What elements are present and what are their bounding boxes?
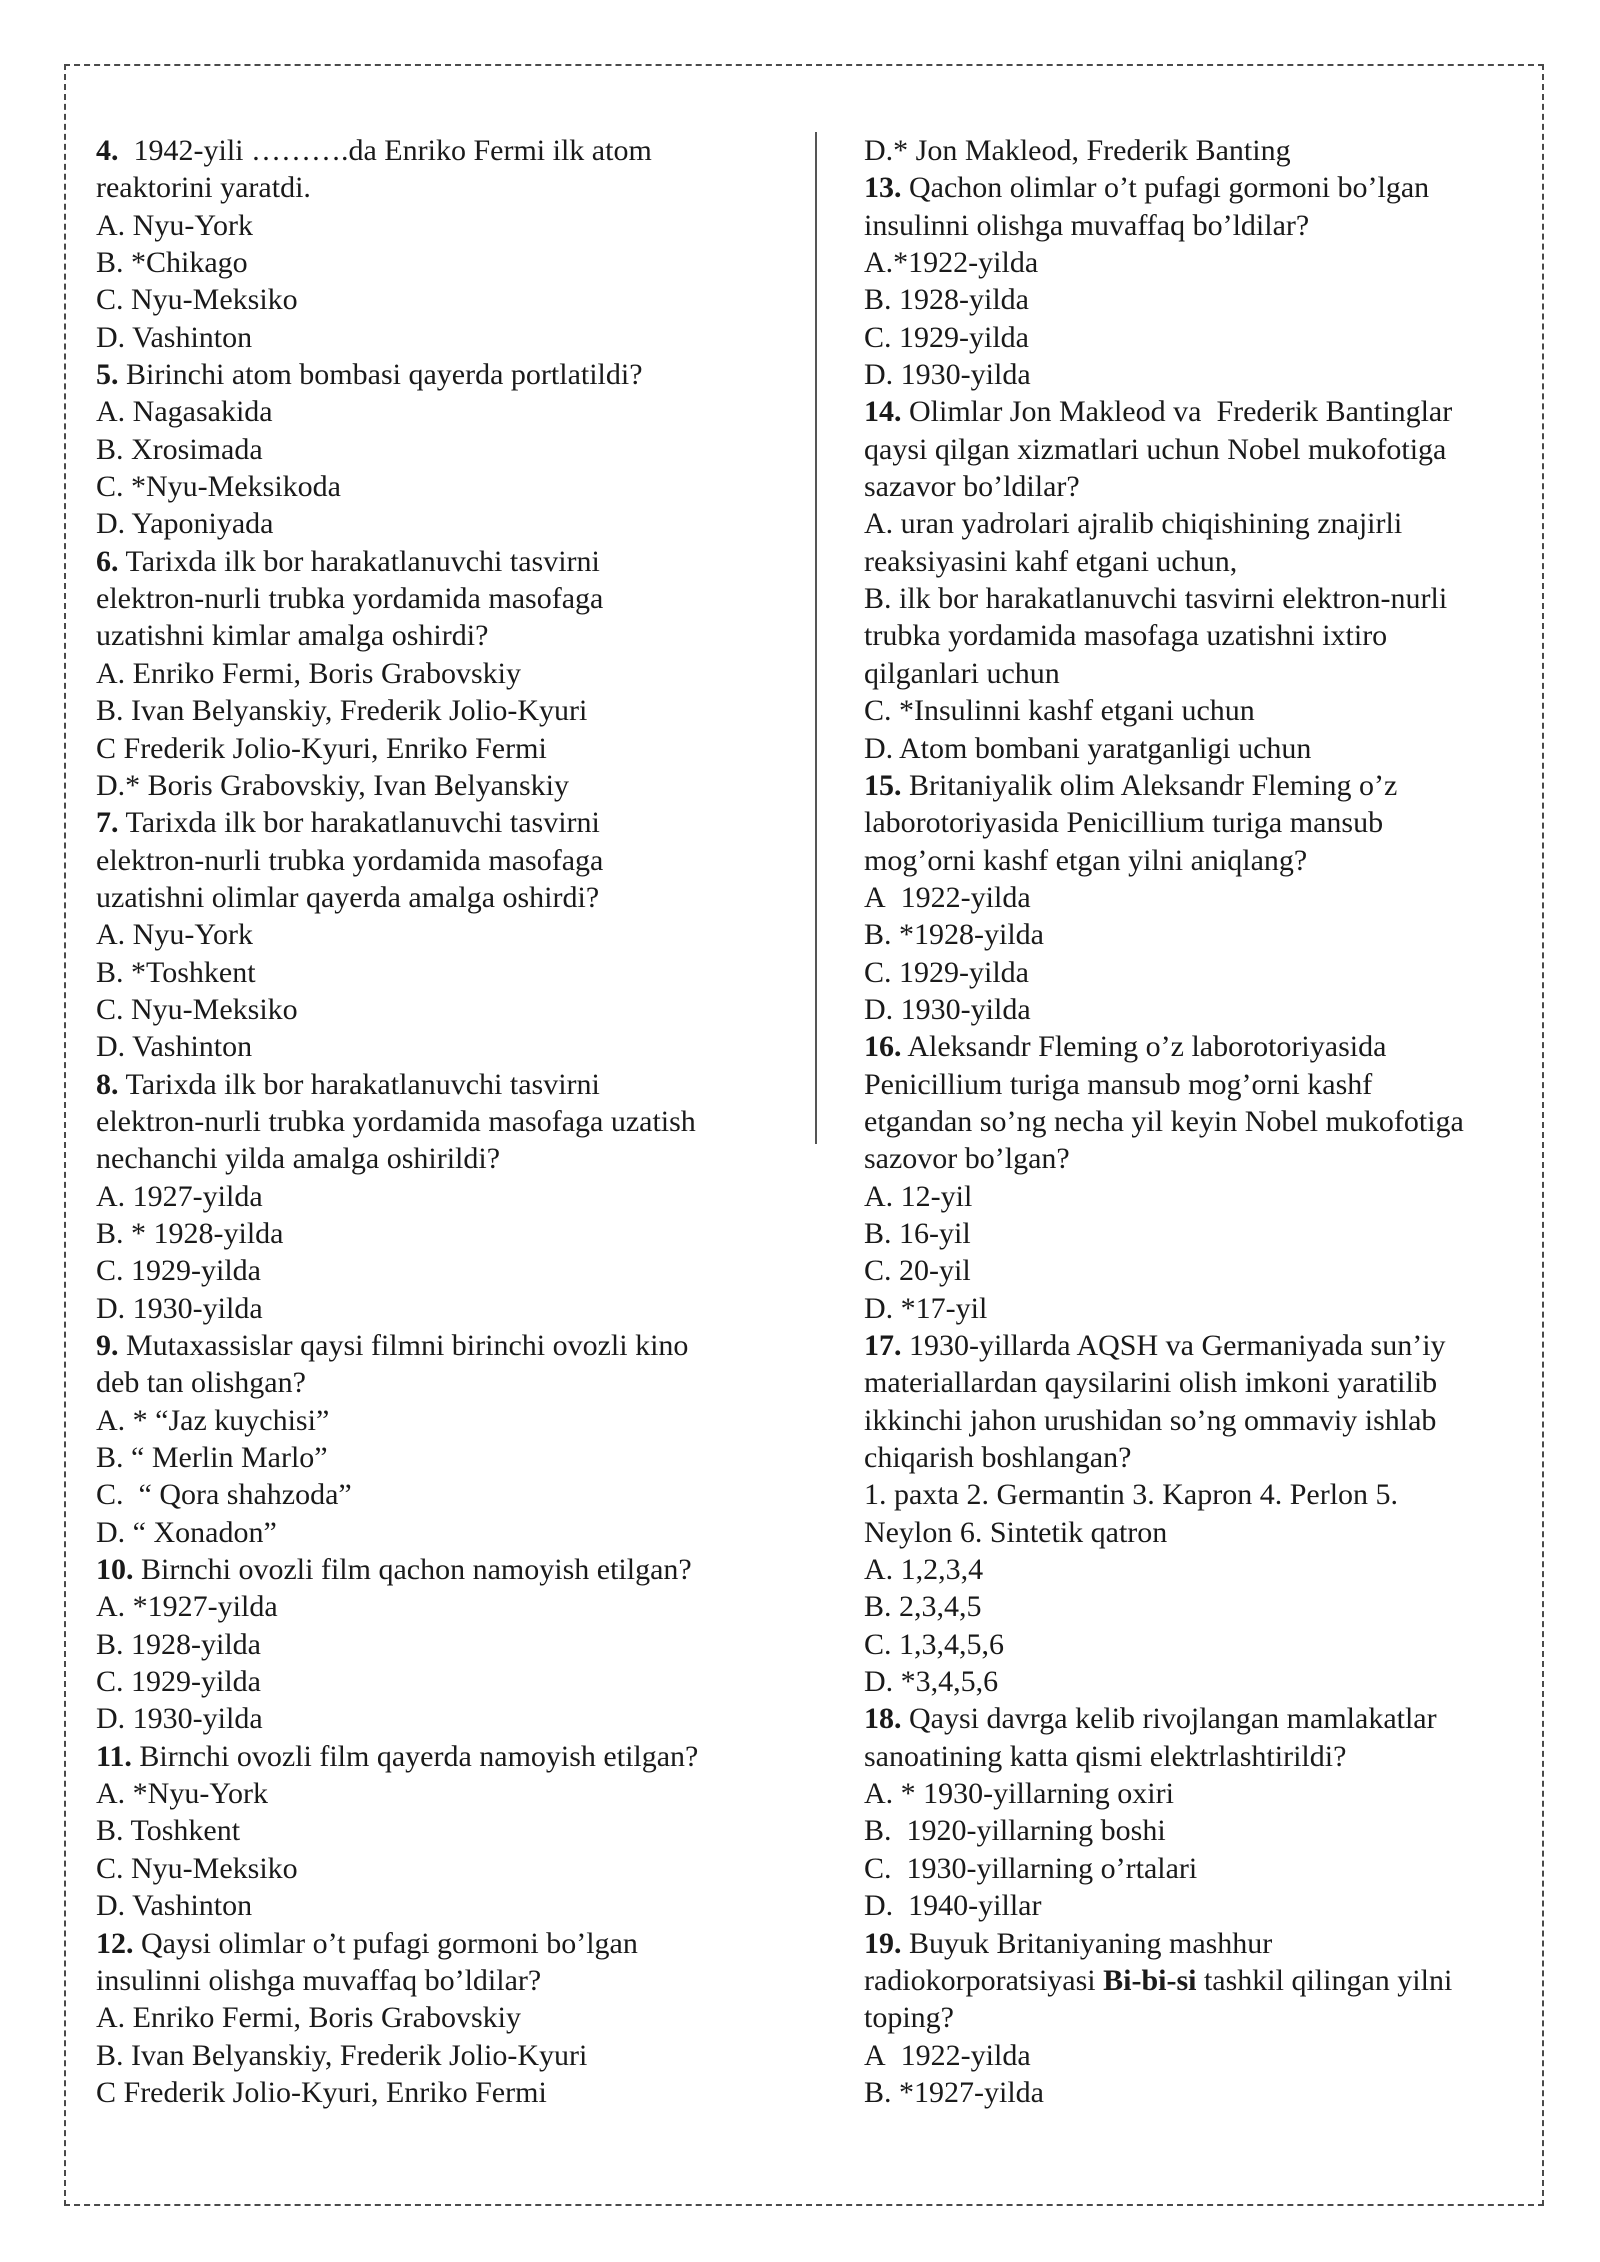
question-line [864,767,1524,804]
question-number: 5. [96,358,119,392]
question-text: elektron-nurli trubka yordamida masofaga [96,843,604,877]
answer-option: B. * 1928-yilda [96,1216,284,1250]
question-text: Birnchi ovozli film qayerda namoyish etilgan? [131,1739,699,1773]
question-text: Aleksandr Fleming o’z laborotoriyasida [901,1030,1387,1064]
column-divider [815,132,817,1144]
question-number: 15. [864,768,902,802]
question-number: 12. [96,1926,134,1960]
answer-option: Neylon 6. Sintetik qatron [864,1515,1168,1549]
question-line [96,1738,796,1775]
question-number: 11. [96,1739,132,1773]
question-text: Tarixda ilk bor harakatlanuvchi tasvirni [118,1067,600,1101]
question-line [96,804,796,841]
answer-option: D. Yaponiyada [96,507,274,541]
question-line [96,1551,796,1588]
question-line [864,1103,1524,1140]
answer-option: D.* Boris Grabovskiy, Ivan Belyanskiy [96,768,569,802]
question-line [864,804,1524,841]
question-number: 6. [96,544,119,578]
question-line [96,1925,796,1962]
question-line [96,1140,796,1177]
answer-option: D. Vashinton [96,1030,253,1064]
answer-option: D. 1930-yilda [96,1291,263,1325]
question-text: sanoatining katta qismi elektrlashtirildi? [864,1739,1347,1773]
question-text: Tarixda ilk bor harakatlanuvchi tasvirni [118,806,600,840]
answer-option: D.* Jon Makleod, Frederik Banting [864,134,1291,167]
question-text: deb tan olishgan? [96,1366,306,1400]
question-line [864,1439,1524,1476]
answer-option: C. Nyu-Meksiko [96,283,298,317]
question-text: mog’orni kashf etgan yilni aniqlang? [864,843,1308,877]
question-text: qaysi qilgan xizmatlari uchun Nobel mukofotiga [864,432,1447,466]
question-text: Tarixda ilk bor harakatlanuvchi tasvirni [118,544,600,578]
question-line [864,1925,1524,1962]
question-line [96,842,796,879]
question-text: Qachon olimlar o’t pufagi gormoni bo’lgan [901,171,1430,205]
question-number: 10. [96,1553,134,1587]
question-line [864,393,1524,430]
question-text: sazovor bo’lgan? [864,1142,1070,1176]
question-text: Birnchi ovozli film qachon namoyish etilgan? [133,1553,692,1587]
question-line [96,1327,796,1364]
answer-option: 1. paxta 2. Germantin 3. Kapron 4. Perlon 5. [864,1478,1399,1512]
question-text: sazavor bo’ldilar? [864,470,1080,504]
answer-option: D. Atom bombani yaratganligi uchun [864,731,1312,765]
answer-option: A. * 1930-yillarning oxiri [864,1777,1174,1811]
right-column [864,132,1524,2111]
answer-option: A. Enriko Fermi, Boris Grabovskiy [96,656,521,690]
question-number: 17. [864,1329,902,1362]
answer-option: A. Nyu-York [96,208,253,242]
answer-option: C. 1,3,4,5,6 [864,1627,1005,1661]
answer-option: A. Enriko Fermi, Boris Grabovskiy [96,2001,521,2035]
answer-option: D. *17-yil [864,1291,988,1325]
question-text: elektron-nurli trubka yordamida masofaga [96,582,604,616]
answer-option: D. 1940-yillar [864,1889,1042,1923]
question-text: Mutaxassislar qaysi filmni birinchi ovozli kino [118,1329,689,1362]
question-text: uzatishni olimlar qayerda amalga oshirdi? [96,880,600,914]
answer-option: A. Nyu-York [96,918,253,952]
question-text: chiqarish boshlangan? [864,1441,1132,1475]
question-text: insulinni olishga muvaffaq bo’ldilar? [96,1963,542,1997]
answer-option: A 1922-yilda [864,2038,1031,2072]
question-text: ikkinchi jahon urushidan so’ng ommaviy ishlab [864,1403,1437,1437]
question-text: Birinchi atom bombasi qayerda portlatildi? [118,358,643,392]
question-line [96,169,796,206]
question-text-segment: tashkil qilingan yilni [1196,1963,1453,1997]
answer-option: A. 12-yil [864,1179,973,1213]
question-line [96,356,796,393]
answer-option: C. 1930-yillarning o’rtalari [864,1851,1198,1885]
answer-option: A. 1927-yilda [96,1179,263,1213]
answer-option: B. Ivan Belyanskiy, Frederik Jolio-Kyuri [96,2038,588,2072]
question-line [96,543,796,580]
question-text: 1942-yili ……….da Enriko Fermi ilk atom [118,134,652,167]
question-text: uzatishni kimlar amalga oshirdi? [96,619,489,653]
answer-option: B. 1928-yilda [96,1627,261,1661]
answer-option: C. *Nyu-Meksikoda [96,470,341,504]
question-line [864,169,1524,206]
answer-option: A.*1922-yilda [864,246,1039,280]
question-text: insulinni olishga muvaffaq bo’ldilar? [864,208,1310,242]
answer-option: C. “ Qora shahzoda” [96,1478,352,1512]
answer-option: C. Nyu-Meksiko [96,992,298,1026]
question-text: materiallardan qaysilarini olish imkoni yaratilib [864,1366,1438,1400]
question-text: Qaysi davrga kelib rivojlangan mamlakatlar [901,1702,1437,1736]
question-number: 16. [864,1030,902,1064]
question-line [96,617,796,654]
answer-option: A. *1927-yilda [96,1590,278,1624]
question-number: 13. [864,171,902,205]
question-number: 14. [864,395,902,429]
answer-option: B. Ivan Belyanskiy, Frederik Jolio-Kyuri [96,694,588,728]
answer-option: D. “ Xonadon” [96,1515,277,1549]
answer-option: A. 1,2,3,4 [864,1553,984,1587]
answer-option: B. 1928-yilda [864,283,1029,317]
question-number: 18. [864,1702,902,1736]
question-line [864,1364,1524,1401]
question-text: toping? [864,2001,954,2035]
question-line [864,1327,1524,1364]
question-line [864,1028,1524,1065]
answer-option: D. Vashinton [96,320,253,354]
question-line [864,207,1524,244]
question-number: 7. [96,806,119,840]
answer-option: D. *3,4,5,6 [864,1665,999,1699]
answer-option: A. uran yadrolari ajralib chiqishining znajirli [864,507,1403,541]
answer-option: B. 2,3,4,5 [864,1590,982,1624]
question-line [864,1066,1524,1103]
question-line [864,842,1524,879]
answer-option: D. 1930-yilda [96,1702,263,1736]
question-line [864,1999,1524,2036]
answer-option: C. 1929-yilda [864,320,1029,354]
question-text: reaktorini yaratdi. [96,171,311,205]
left-column [96,132,796,2111]
answer-option: D. Vashinton [96,1889,253,1923]
question-line [864,431,1524,468]
answer-option: D. 1930-yilda [864,358,1031,392]
answer-option: A. Nagasakida [96,395,273,429]
answer-option: B. *1928-yilda [864,918,1044,952]
answer-option: C Frederik Jolio-Kyuri, Enriko Fermi [96,2075,547,2109]
answer-option: C. 1929-yilda [96,1254,261,1288]
question-text: Penicillium turiga mansub mog’orni kashf [864,1067,1373,1101]
question-line [864,468,1524,505]
question-number: 8. [96,1067,119,1101]
question-line [864,1140,1524,1177]
question-text-segment: radiokorporatsiyasi [864,1963,1104,1997]
question-line [96,1103,796,1140]
answer-option: C. 20-yil [864,1254,971,1288]
question-text: laborotoriyasida Penicillium turiga mansub [864,806,1384,840]
question-line [96,132,796,169]
answer-option: B. Xrosimada [96,432,263,466]
answer-option: B. “ Merlin Marlo” [96,1441,328,1475]
question-text: Olimlar Jon Makleod va Frederik Bantinglar [901,395,1453,429]
question-text: 1930-yillarda AQSH va Germaniyada sun’iy [901,1329,1446,1362]
answer-option: A. * “Jaz kuychisi” [96,1403,330,1437]
answer-option: C. 1929-yilda [96,1665,261,1699]
answer-option: B. *Chikago [96,246,248,280]
question-line [864,1738,1524,1775]
question-text: Qaysi olimlar o’t pufagi gormoni bo’lgan [133,1926,638,1960]
answer-option: B. Toshkent [96,1814,241,1848]
answer-option: C. *Insulinni kashf etgani uchun [864,694,1255,728]
question-line [864,1402,1524,1439]
answer-option: D. 1930-yilda [864,992,1031,1026]
answer-option: B. ilk bor harakatlanuvchi tasvirni elektron-nurli [864,582,1448,616]
answer-option: qilganlari uchun [864,656,1060,690]
answer-option: reaksiyasini kahf etgani uchun, [864,544,1238,578]
question-text: elektron-nurli trubka yordamida masofaga uzatish [96,1104,696,1138]
question-line [864,1700,1524,1737]
question-number: 19. [864,1926,902,1960]
answer-option: C Frederik Jolio-Kyuri, Enriko Fermi [96,731,547,765]
answer-option: trubka yordamida masofaga uzatishni ixtiro [864,619,1388,653]
question-number: 9. [96,1329,119,1362]
question-line [96,1066,796,1103]
question-line [96,580,796,617]
answer-option: B. 1920-yillarning boshi [864,1814,1166,1848]
question-line [96,879,796,916]
bold-term: Bi-bi-si [1103,1963,1197,1997]
answer-option: A 1922-yilda [864,880,1031,914]
question-text: etgandan so’ng necha yil keyin Nobel mukofotiga [864,1104,1464,1138]
question-text: nechanchi yilda amalga oshirildi? [96,1142,501,1176]
question-text: Buyuk Britaniyaning mashhur [901,1926,1273,1960]
answer-option: B. *1927-yilda [864,2075,1044,2109]
question-line [96,1364,796,1401]
answer-option: C. Nyu-Meksiko [96,1851,298,1885]
question-line [864,1962,1524,1999]
answer-option: C. 1929-yilda [864,955,1029,989]
answer-option: B. 16-yil [864,1216,971,1250]
answer-option: B. *Toshkent [96,955,256,989]
question-number: 4. [96,134,119,167]
question-line [96,1962,796,1999]
answer-option: A. *Nyu-York [96,1777,268,1811]
question-text: Britaniyalik olim Aleksandr Fleming o’z [901,768,1398,802]
